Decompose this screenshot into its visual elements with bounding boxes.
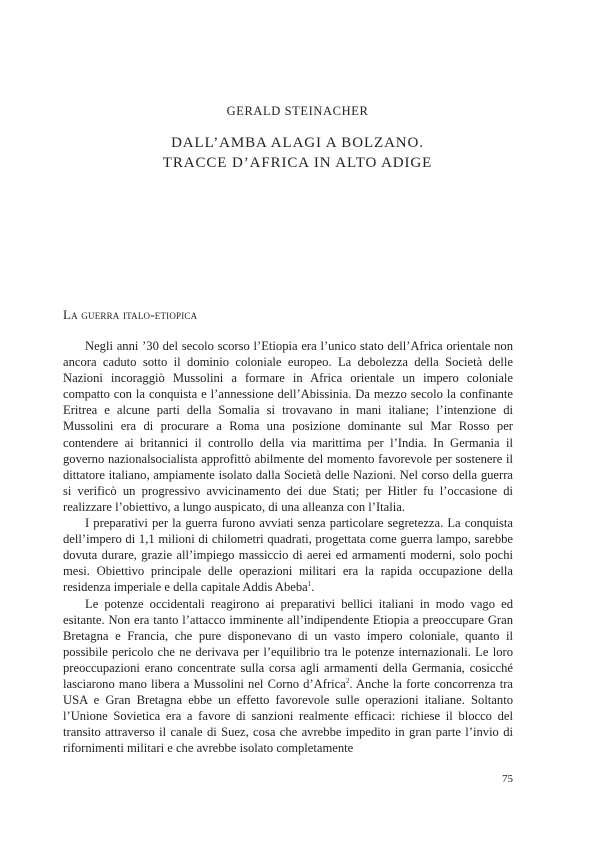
paragraph-2 [63, 515, 513, 595]
title-line-2: TRACCE D’AFRICA IN ALTO ADIGE [162, 154, 433, 171]
footnote-ref-2[interactable]: 2 [345, 676, 350, 685]
paragraph-2-text: I preparativi per la guerra furono avviati senza particolare segretezza. La conquista dell’impero di 1,1 milioni di chilometri quadrati, progettata come guerra lampo, sarebbe dovuta durare, grazie all’impiego massiccio di aerei ed armamenti moderni, solo pochi mesi. Obiettivo principale delle operazioni militari era la rapida occupazione della residenza imperiale e della capitale Addis Abeba [63, 516, 513, 595]
section-heading: La guerra italo-etiopica [63, 307, 198, 322]
paragraph-2-tail: . [311, 580, 315, 595]
footnote-ref-1[interactable]: 1 [307, 580, 312, 589]
title-line-1: DALL’AMBA ALAGI A BOLZANO. [171, 135, 424, 151]
paragraph-3-tail: . Anche la forte concorrenza tra USA e Gran Bretagna ebbe un effetto favorevole sulle operazioni italiane. Soltanto l’Unione Sovietica era a favore di sanzioni realmente efficaci: richiese il blocco del transito attraverso il canale di Suez, cosa che avrebbe impedito in gran parte l’invio di rifornimenti militari e che avrebbe isolato completamente [63, 676, 514, 756]
page-number: 75 [502, 773, 513, 785]
paragraph-1-text: Negli anni ’30 del secolo scorso l’Etiopia era l’unico stato dell’Africa orientale non ancora caduto sotto il dominio coloniale europeo. La debolezza della Società delle Nazioni incoraggiò Mussolini a formare in Africa orientale un impero coloniale compatto con la conquista e l’annessione dell’Abissinia. Da mezzo secolo la confinante Eritrea e alcune parti della Somalia si trovavano in mani italiane; l’intenzione di Mussolini era di procurare a Roma una posizione dominante sul Mar Rosso per contendere ai britannici il controllo della via marittima per l’India. In Germania il governo nazionalsocialista approfittò abilmente del momento favorevole per sostenere il dittatore italiano, ampiamente isolato dalla Società delle Nazioni. Nel corso della guerra si verificò un progressivo avvicinamento dei due Stati; per Hitler fu l’occasione di realizzare l’obiettivo, a lungo auspicato, di una alleanza con l’Italia. [63, 339, 513, 514]
article-title [0, 134, 595, 173]
paragraph-1 [63, 338, 513, 515]
body-text [63, 338, 513, 756]
author-name: GERALD STEINACHER [226, 104, 369, 118]
paragraph-3 [63, 596, 513, 757]
paragraph-3-text: Le potenze occidentali reagirono ai preparativi bellici italiani in modo vago ed esitante. Non era tanto l’attacco imminente all’indipendente Etiopia a preoccupare Gran Bretagna e Francia, che pure disponevano di un vasto impero coloniale, quanto il possibile pericolo che ne derivava per l’equilibrio tra le potenze internazionali. Le loro preoccupazioni erano concentrate sulla corsa agli armamenti della Germania, cosicché lasciarono mano libera a Mussolini nel Corno d’Africa [63, 596, 513, 691]
